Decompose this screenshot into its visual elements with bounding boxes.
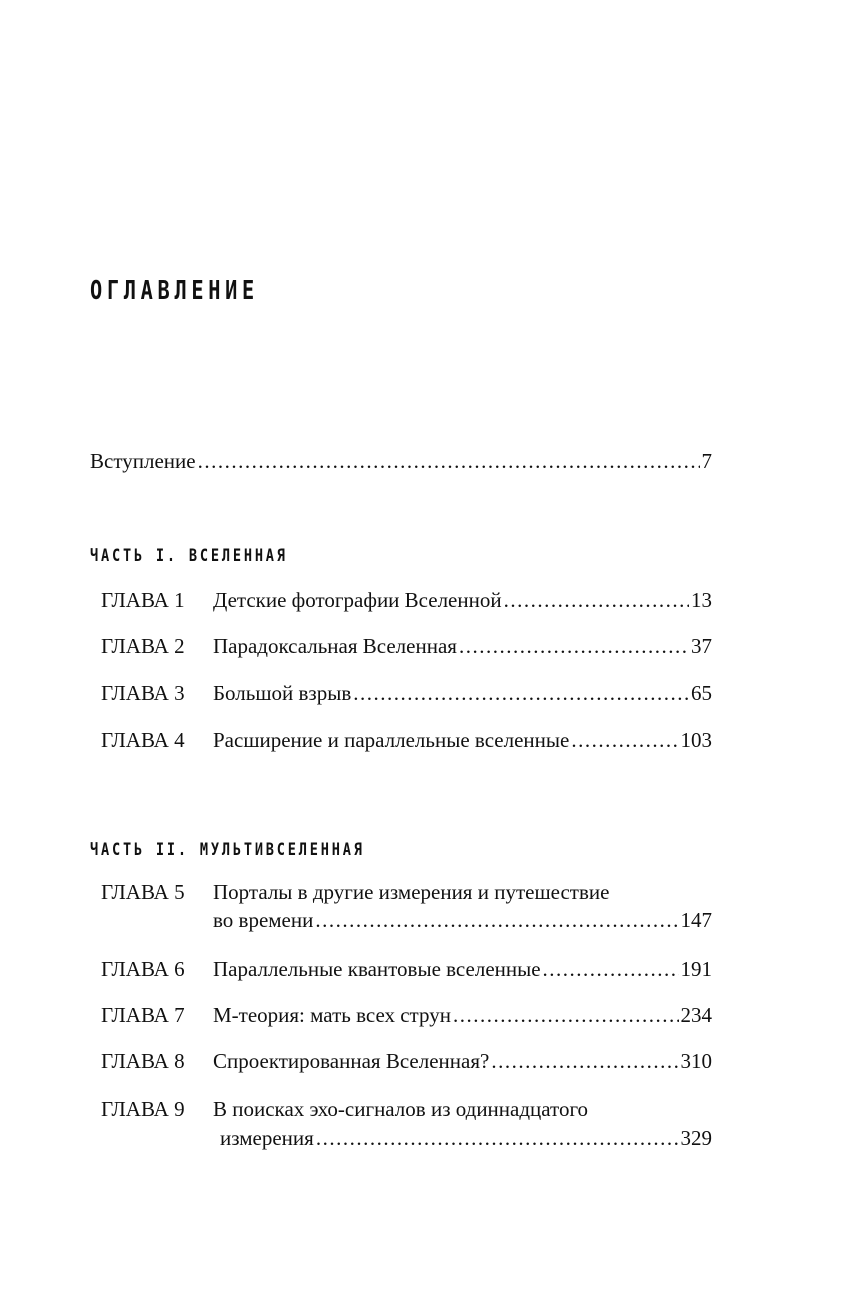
entry-page-number: 37 <box>691 634 712 658</box>
toc-entry-chapter-1[interactable] <box>213 586 712 614</box>
entry-title: Параллельные квантовые вселенные <box>213 957 541 981</box>
dot-leader <box>571 726 678 754</box>
chapter-label: ГЛАВА 9 <box>101 1097 185 1121</box>
entry-page-number: 103 <box>680 728 712 752</box>
toc-entry-chapter-2[interactable] <box>213 632 712 660</box>
toc-entry-chapter-3[interactable] <box>213 679 712 707</box>
chapter-label: ГЛАВА 3 <box>101 681 185 705</box>
part-heading: ЧАСТЬ I. ВСЕЛЕННАЯ <box>90 546 288 566</box>
entry-page-number: 65 <box>691 681 712 705</box>
dot-leader <box>453 1001 679 1029</box>
chapter-label: ГЛАВА 7 <box>101 1003 185 1027</box>
entry-title: Парадоксальная Вселенная <box>213 634 457 658</box>
toc-entry-chapter-7[interactable] <box>213 1001 712 1029</box>
dot-leader <box>504 586 689 614</box>
toc-entry-chapter-6[interactable] <box>213 955 712 983</box>
entry-page-number: 7 <box>701 449 712 473</box>
chapter-label: ГЛАВА 6 <box>101 957 185 981</box>
entry-page-number: 191 <box>680 957 712 981</box>
chapter-label: ГЛАВА 8 <box>101 1049 185 1073</box>
dot-leader <box>315 906 678 934</box>
toc-entry-chapter-9[interactable] <box>220 1124 712 1152</box>
chapter-label: ГЛАВА 2 <box>101 634 185 658</box>
entry-title-line[interactable]: Порталы в другие измерения и путешествие <box>213 880 610 904</box>
dot-leader <box>459 632 689 660</box>
entry-title-line[interactable]: В поисках эхо-сигналов из одиннадцатого <box>213 1097 589 1121</box>
toc-entry-chapter-8[interactable] <box>213 1047 712 1075</box>
entry-title: Большой взрыв <box>213 681 352 705</box>
toc-entry-chapter-5[interactable] <box>213 906 712 934</box>
entry-title: во времени <box>213 908 314 932</box>
dot-leader <box>198 447 700 475</box>
page-title: ОГЛАВЛЕНИЕ <box>90 276 259 306</box>
dot-leader <box>491 1047 678 1075</box>
entry-page-number: 234 <box>680 1003 712 1027</box>
entry-title: М-теория: мать всех струн <box>213 1003 451 1027</box>
entry-title: измерения <box>220 1126 314 1150</box>
entry-title: Вступление <box>90 449 196 473</box>
dot-leader <box>316 1124 679 1152</box>
toc-entry-chapter-4[interactable] <box>213 726 712 754</box>
dot-leader <box>353 679 689 707</box>
entry-page-number: 13 <box>691 588 712 612</box>
chapter-label: ГЛАВА 1 <box>101 588 185 612</box>
dot-leader <box>543 955 679 983</box>
entry-page-number: 147 <box>680 908 712 932</box>
entry-page-number: 329 <box>680 1126 712 1150</box>
entry-title: Детские фотографии Вселенной <box>213 588 502 612</box>
chapter-label: ГЛАВА 4 <box>101 728 185 752</box>
entry-title: Расширение и параллельные вселенные <box>213 728 570 752</box>
part-heading: ЧАСТЬ II. МУЛЬТИВСЕЛЕННАЯ <box>90 840 365 860</box>
toc-entry-intro[interactable] <box>90 447 712 475</box>
chapter-label: ГЛАВА 5 <box>101 880 185 904</box>
entry-page-number: 310 <box>680 1049 712 1073</box>
entry-title: Спроектированная Вселенная? <box>213 1049 490 1073</box>
